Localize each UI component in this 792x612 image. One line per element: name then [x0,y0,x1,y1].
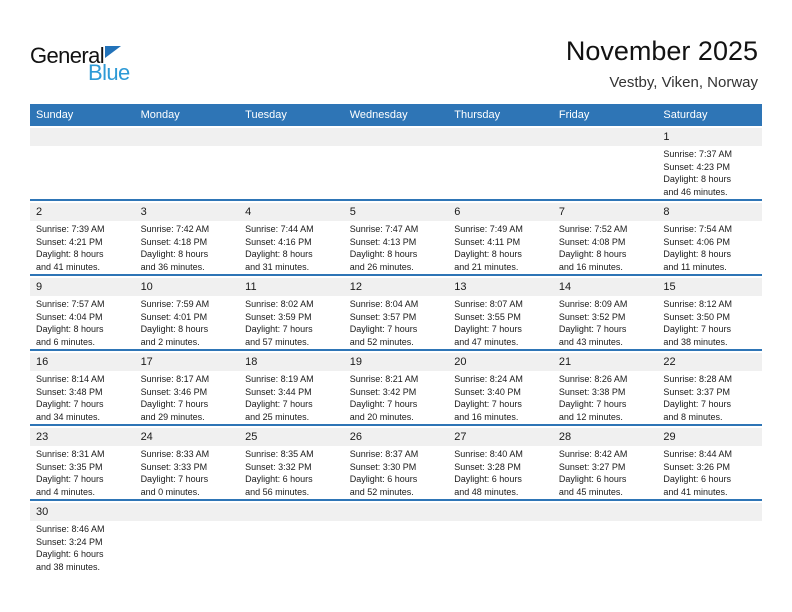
day-detail-line: Daylight: 7 hours [558,324,627,335]
weekday-header-saturday: Saturday [663,109,708,121]
day-detail-line: Daylight: 7 hours [349,399,418,410]
day-detail-line: Sunset: 4:21 PM [36,236,103,247]
day-detail-line: and 2 minutes. [140,337,200,348]
day-cell-16 [30,351,135,424]
logo-triangle-icon [105,46,121,58]
week-row-3 [30,276,762,351]
day-detail-line: Sunset: 3:50 PM [663,311,730,322]
day-detail-line: Daylight: 8 hours [349,249,418,260]
weekday-header-monday: Monday [140,109,180,121]
day-number-empty [344,128,449,146]
day-cell-10 [135,276,240,349]
day-number-2: 2 [30,203,135,221]
day-cell-12 [344,276,449,349]
day-number-20: 20 [448,353,553,371]
day-details-15 [657,296,762,349]
day-number-7: 7 [553,203,658,221]
day-detail-line: Sunset: 3:32 PM [245,461,312,472]
day-details-18 [239,371,344,424]
day-number-empty [135,503,240,521]
day-detail-line: Daylight: 7 hours [140,399,209,410]
day-detail-line: and 46 minutes. [663,187,728,198]
day-number-21: 21 [553,353,658,371]
title-block [566,36,758,91]
calendar-grid [30,126,762,574]
day-detail-line: Daylight: 6 hours [36,549,104,560]
day-number-8: 8 [657,203,762,221]
day-detail-line: and 8 minutes. [663,412,723,423]
day-cell-empty [553,126,658,199]
day-cell-9 [30,276,135,349]
day-cell-empty [344,126,449,199]
day-detail-line: Sunrise: 8:46 AM [36,524,105,534]
day-cell-14 [553,276,658,349]
day-details-13 [448,296,553,349]
day-cell-15 [657,276,762,349]
day-details-4 [239,221,344,274]
day-detail-line: Sunrise: 7:44 AM [245,224,314,234]
day-detail-line: and 11 minutes. [663,262,727,273]
day-detail-line: and 57 minutes. [245,337,310,348]
weekday-header-thursday: Thursday [454,109,501,121]
day-details-28 [553,446,658,499]
day-details-17 [135,371,240,424]
day-number-12: 12 [344,278,449,296]
day-cell-24 [135,426,240,499]
weekday-header-wednesday: Wednesday [349,109,408,121]
day-details-20 [448,371,553,424]
day-detail-line: and 12 minutes. [558,412,623,423]
day-cell-empty [657,501,762,574]
day-number-5: 5 [344,203,449,221]
day-detail-line: Sunrise: 8:31 AM [36,449,105,459]
day-detail-line: Daylight: 8 hours [36,249,104,260]
day-number-15: 15 [657,278,762,296]
day-number-27: 27 [448,428,553,446]
month-title: November 2025 [565,36,758,66]
day-detail-line: Daylight: 6 hours [349,474,418,485]
day-cell-11 [239,276,344,349]
day-number-4: 4 [239,203,344,221]
general-blue-logo [30,45,150,83]
day-details-16 [30,371,135,424]
day-cell-28 [553,426,658,499]
day-details-25 [239,446,344,499]
day-cell-30 [30,501,135,574]
day-number-6: 6 [448,203,553,221]
day-number-empty [448,503,553,521]
day-detail-line: Sunrise: 8:33 AM [140,449,210,459]
logo-text-blue: Blue [88,60,130,85]
day-detail-line: Sunset: 3:24 PM [36,536,103,547]
day-cell-13 [448,276,553,349]
day-cell-empty [239,501,344,574]
location-subtitle: Vestby, Viken, Norway [609,74,758,91]
day-detail-line: Sunset: 4:11 PM [454,236,521,247]
day-detail-line: and 6 minutes. [36,337,96,348]
day-detail-line: Sunrise: 8:02 AM [245,299,314,309]
day-cell-22 [657,351,762,424]
day-cell-6 [448,201,553,274]
weekday-header-row [30,104,762,126]
day-cell-29 [657,426,762,499]
day-detail-line: Sunrise: 7:59 AM [140,299,210,309]
day-detail-line: and 21 minutes. [454,262,519,273]
day-number-empty [657,503,762,521]
day-detail-line: Sunset: 3:38 PM [558,386,626,397]
day-detail-line: Sunrise: 7:39 AM [36,224,105,234]
day-detail-line: Sunrise: 8:35 AM [245,449,314,459]
day-detail-line: Daylight: 6 hours [663,474,731,485]
day-detail-line: and 38 minutes. [663,337,728,348]
weekday-header-friday: Friday [558,109,590,121]
day-number-3: 3 [135,203,240,221]
day-detail-line: Sunrise: 7:57 AM [36,299,105,309]
day-cell-3 [135,201,240,274]
day-cell-empty [448,126,553,199]
day-details-9 [30,296,135,349]
day-detail-line: Daylight: 6 hours [558,474,627,485]
day-detail-line: Sunset: 3:57 PM [349,311,417,322]
day-detail-line: and 41 minutes. [36,262,101,273]
day-number-empty [344,503,449,521]
day-details-10 [135,296,240,349]
day-detail-line: Sunrise: 8:21 AM [349,374,419,384]
day-details-29 [657,446,762,499]
day-number-18: 18 [239,353,344,371]
day-number-9: 9 [30,278,135,296]
day-detail-line: and 48 minutes. [454,487,519,498]
day-number-empty [135,128,240,146]
day-detail-line: and 20 minutes. [349,412,414,423]
day-detail-line: Sunrise: 7:42 AM [140,224,210,234]
day-detail-line: Daylight: 8 hours [663,249,731,260]
day-cell-26 [344,426,449,499]
day-details-14 [553,296,658,349]
day-detail-line: and 4 minutes. [36,487,96,498]
day-details-22 [657,371,762,424]
day-number-empty [30,128,135,146]
day-detail-line: Sunrise: 8:42 AM [558,449,628,459]
day-detail-line: Sunrise: 8:04 AM [349,299,419,309]
day-number-24: 24 [135,428,240,446]
day-detail-line: Sunrise: 8:26 AM [558,374,628,384]
day-detail-line: Sunset: 3:28 PM [454,461,521,472]
day-details-19 [344,371,449,424]
day-number-empty [553,128,658,146]
day-cell-17 [135,351,240,424]
day-number-17: 17 [135,353,240,371]
day-cell-empty [135,501,240,574]
day-number-22: 22 [657,353,762,371]
day-detail-line: Sunset: 3:33 PM [140,461,208,472]
day-detail-line: Sunrise: 8:19 AM [245,374,314,384]
day-number-11: 11 [239,278,344,296]
day-detail-line: and 45 minutes. [558,487,623,498]
week-row-1 [30,126,762,201]
day-detail-line: Sunset: 3:44 PM [245,386,312,397]
day-detail-line: and 16 minutes. [558,262,623,273]
day-details-24 [135,446,240,499]
weekday-header-tuesday: Tuesday [245,109,287,121]
day-detail-line: Sunrise: 8:40 AM [454,449,523,459]
logo-text-general: General [30,43,105,68]
week-row-2 [30,201,762,276]
day-detail-line: and 25 minutes. [245,412,310,423]
day-detail-line: and 36 minutes. [140,262,205,273]
day-detail-line: and 16 minutes. [454,412,519,423]
day-number-16: 16 [30,353,135,371]
day-detail-line: Sunrise: 7:52 AM [558,224,628,234]
day-detail-line: Daylight: 7 hours [349,324,418,335]
week-row-6 [30,501,762,574]
day-details-26 [344,446,449,499]
day-detail-line: and 34 minutes. [36,412,101,423]
day-number-19: 19 [344,353,449,371]
day-details-5 [344,221,449,274]
day-detail-line: Daylight: 7 hours [558,399,627,410]
day-detail-line: Sunset: 3:37 PM [663,386,730,397]
day-details-6 [448,221,553,274]
day-detail-line: Sunrise: 7:37 AM [663,149,732,159]
weekday-header-sunday: Sunday [36,109,74,121]
day-detail-line: Daylight: 8 hours [245,249,313,260]
day-detail-line: and 56 minutes. [245,487,310,498]
day-detail-line: Sunrise: 7:54 AM [663,224,732,234]
day-detail-line: Sunrise: 8:28 AM [663,374,732,384]
calendar-table [30,104,762,574]
day-detail-line: Sunset: 3:59 PM [245,311,312,322]
day-detail-line: Sunset: 4:04 PM [36,311,103,322]
day-detail-line: Sunrise: 8:07 AM [454,299,523,309]
day-number-30: 30 [30,503,135,521]
day-detail-line: Daylight: 7 hours [663,399,731,410]
day-detail-line: Sunset: 3:27 PM [558,461,626,472]
day-cell-23 [30,426,135,499]
day-number-25: 25 [239,428,344,446]
day-details-8 [657,221,762,274]
day-detail-line: and 43 minutes. [558,337,623,348]
day-number-13: 13 [448,278,553,296]
week-row-5 [30,426,762,501]
day-number-26: 26 [344,428,449,446]
day-cell-2 [30,201,135,274]
day-cell-5 [344,201,449,274]
day-detail-line: Sunrise: 8:12 AM [663,299,732,309]
day-number-14: 14 [553,278,658,296]
day-number-empty [239,128,344,146]
day-detail-line: Sunrise: 7:49 AM [454,224,523,234]
day-detail-line: Daylight: 8 hours [558,249,627,260]
day-cell-1 [657,126,762,199]
day-detail-line: Daylight: 7 hours [140,474,209,485]
day-detail-line: Daylight: 7 hours [36,474,104,485]
day-cell-20 [448,351,553,424]
day-detail-line: and 52 minutes. [349,337,414,348]
day-cell-4 [239,201,344,274]
day-detail-line: Sunrise: 8:14 AM [36,374,105,384]
day-detail-line: Daylight: 7 hours [454,324,522,335]
day-detail-line: Sunset: 3:40 PM [454,386,521,397]
day-cell-27 [448,426,553,499]
day-detail-line: Daylight: 6 hours [245,474,313,485]
day-detail-line: and 26 minutes. [349,262,414,273]
day-detail-line: Sunset: 3:42 PM [349,386,417,397]
day-detail-line: Sunrise: 8:44 AM [663,449,732,459]
day-detail-line: and 0 minutes. [140,487,200,498]
day-detail-line: Sunset: 4:06 PM [663,236,730,247]
day-cell-empty [553,501,658,574]
day-details-7 [553,221,658,274]
day-detail-line: and 29 minutes. [140,412,205,423]
day-detail-line: Sunset: 3:48 PM [36,386,103,397]
day-details-27 [448,446,553,499]
day-detail-line: Sunset: 4:23 PM [663,161,730,172]
day-detail-line: Sunset: 3:55 PM [454,311,521,322]
day-detail-line: Daylight: 8 hours [140,249,209,260]
day-detail-line: Sunset: 3:52 PM [558,311,626,322]
week-row-4 [30,351,762,426]
day-detail-line: Sunset: 3:35 PM [36,461,103,472]
day-detail-line: Sunset: 4:18 PM [140,236,208,247]
day-cell-21 [553,351,658,424]
day-cell-empty [239,126,344,199]
day-detail-line: and 31 minutes. [245,262,310,273]
day-number-empty [448,128,553,146]
day-detail-line: Sunset: 4:01 PM [140,311,208,322]
day-number-29: 29 [657,428,762,446]
day-detail-line: Sunset: 3:26 PM [663,461,730,472]
day-detail-line: and 47 minutes. [454,337,519,348]
day-cell-empty [30,126,135,199]
day-number-empty [239,503,344,521]
day-number-empty [553,503,658,521]
day-detail-line: Daylight: 7 hours [36,399,104,410]
day-cell-empty [344,501,449,574]
day-number-1: 1 [657,128,762,146]
day-detail-line: Daylight: 8 hours [140,324,209,335]
day-cell-empty [135,126,240,199]
day-detail-line: Daylight: 8 hours [454,249,522,260]
day-detail-line: and 41 minutes. [663,487,728,498]
day-number-28: 28 [553,428,658,446]
day-cell-25 [239,426,344,499]
day-detail-line: Sunrise: 8:09 AM [558,299,628,309]
day-detail-line: Sunrise: 7:47 AM [349,224,419,234]
day-detail-line: Sunrise: 8:17 AM [140,374,210,384]
day-details-23 [30,446,135,499]
day-details-2 [30,221,135,274]
day-details-12 [344,296,449,349]
day-detail-line: Daylight: 6 hours [454,474,522,485]
day-detail-line: Sunset: 3:30 PM [349,461,417,472]
day-details-3 [135,221,240,274]
day-detail-line: Daylight: 8 hours [36,324,104,335]
day-detail-line: Sunrise: 8:37 AM [349,449,419,459]
day-details-1 [657,146,762,199]
day-details-11 [239,296,344,349]
day-details-30 [30,521,135,574]
day-cell-7 [553,201,658,274]
day-detail-line: Daylight: 7 hours [245,399,313,410]
day-detail-line: Sunset: 3:46 PM [140,386,208,397]
day-detail-line: and 38 minutes. [36,562,101,573]
day-detail-line: Sunrise: 8:24 AM [454,374,523,384]
day-number-23: 23 [30,428,135,446]
day-details-21 [553,371,658,424]
day-detail-line: Daylight: 7 hours [245,324,313,335]
day-cell-8 [657,201,762,274]
day-number-10: 10 [135,278,240,296]
day-detail-line: Daylight: 7 hours [454,399,522,410]
day-detail-line: Sunset: 4:13 PM [349,236,417,247]
day-cell-19 [344,351,449,424]
day-detail-line: Daylight: 8 hours [663,174,731,185]
day-cell-empty [448,501,553,574]
day-detail-line: Sunset: 4:16 PM [245,236,312,247]
day-detail-line: Daylight: 7 hours [663,324,731,335]
day-detail-line: and 52 minutes. [349,487,414,498]
day-detail-line: Sunset: 4:08 PM [558,236,626,247]
day-cell-18 [239,351,344,424]
